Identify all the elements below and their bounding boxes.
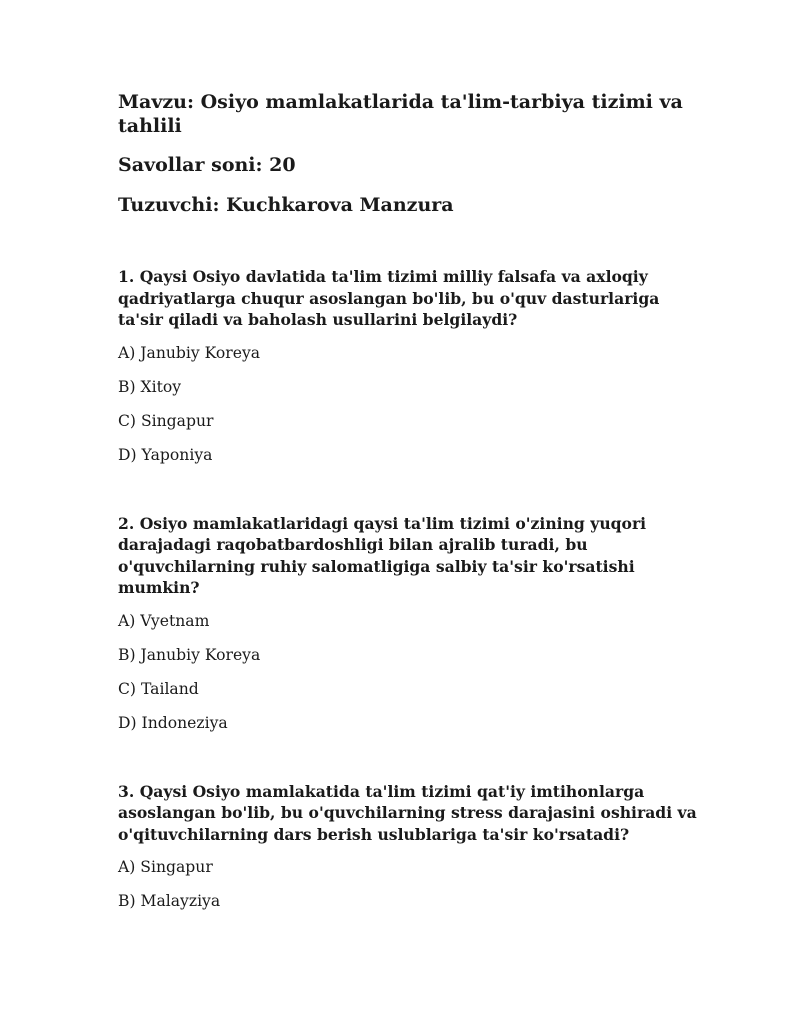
answer-option-d: D) Indoneziya	[118, 713, 228, 732]
answer-option-b: B) Malayziya	[118, 892, 221, 910]
answer-option-b: B) Xitoy	[118, 377, 182, 396]
question-text: 3. Qaysi Osiyo mamlakatida ta'lim tizimi qat'iy imtihonlarga asoslangan bo'lib, bu o'quvchilarning stress darajasini oshiradi va o'qituvchilarning dars berish uslublariga ta'sir ko'rsatadi?	[118, 781, 697, 844]
answer-option-a: A) Janubiy Koreya	[118, 343, 261, 362]
question-text: 2. Osiyo mamlakatlaridagi qaysi ta'lim tizimi o'zining yuqori darajadagi raqobatbardoshligi bilan ajralib turadi, bu o'quvchilarning ruhiy salomatligiga salbiy ta'sir ko'rsatishi mumkin?	[118, 513, 647, 597]
author-heading: Tuzuvchi: Kuchkarova Manzura	[118, 194, 454, 216]
question-block-1	[118, 266, 698, 465]
question-block-2	[118, 513, 698, 733]
topic-heading: Mavzu: Osiyo mamlakatlarida ta'lim-tarbiya tizimi va tahlili	[118, 91, 683, 137]
question-block-3	[118, 781, 698, 912]
answer-option-b: B) Janubiy Koreya	[118, 645, 261, 664]
answer-option-c: C) Tailand	[118, 679, 199, 698]
document-page	[118, 90, 698, 911]
answer-option-d: D) Yaponiya	[118, 445, 213, 464]
answer-option-a: A) Vyetnam	[118, 611, 210, 630]
question-count-heading: Savollar soni: 20	[118, 154, 296, 176]
question-text: 1. Qaysi Osiyo davlatida ta'lim tizimi milliy falsafa va axloqiy qadriyatlarga chuqur asoslangan bo'lib, bu o'quv dasturlariga ta'sir qiladi va baholash usullarini belgilaydi?	[118, 267, 660, 329]
answer-option-a: A) Singapur	[118, 858, 213, 876]
answer-option-c: C) Singapur	[118, 411, 214, 430]
